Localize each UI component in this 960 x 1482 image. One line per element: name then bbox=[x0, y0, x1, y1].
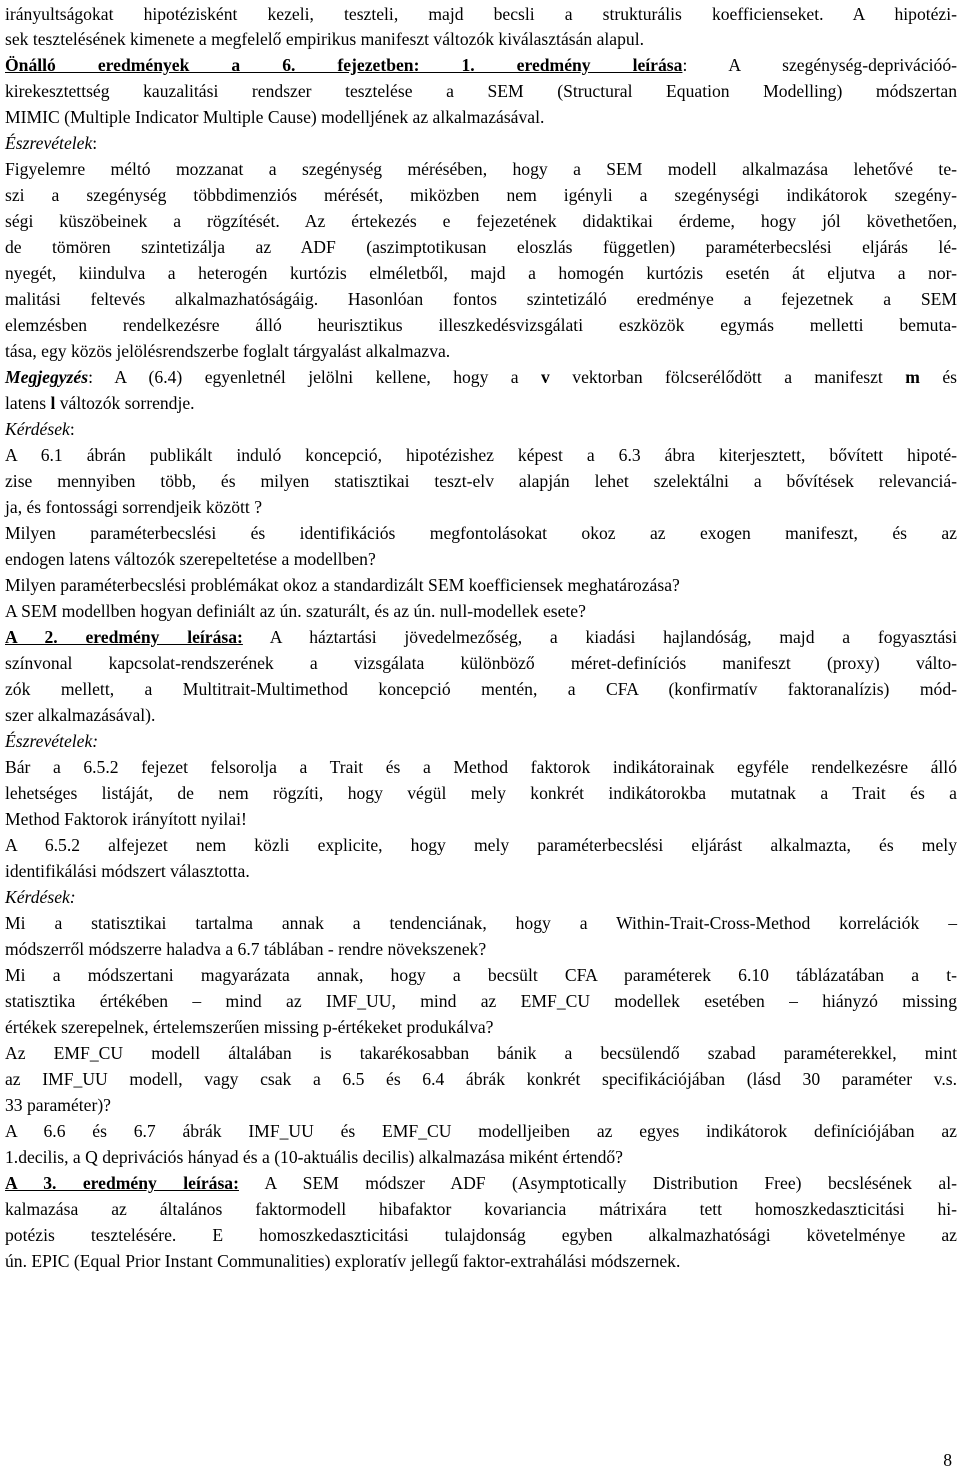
result-1-question-line-1: A 6.1 ábrán publikált induló koncepció, hipotézishez képest a 6.3 ábra kiterjesztett, bővített hipoté- bbox=[5, 445, 957, 465]
result-1-question-line-7: A SEM modellben hogyan definiált az ún. szaturált, és az ún. null-modellek esete? bbox=[5, 601, 586, 621]
result-2-text-start: A háztartási jövedelmezőség, a kiadási hajlandóság, majd a fogyasztási bbox=[242, 627, 958, 647]
result-2-line-4: szer alkalmazásával). bbox=[5, 705, 156, 725]
result-2-observations-heading: Észrevételek: bbox=[5, 731, 99, 751]
result-1-line-3: MIMIC (Multiple Indicator Multiple Cause) modelljének az alkalmazásával. bbox=[5, 107, 545, 127]
result-3-heading-line bbox=[5, 1171, 957, 1195]
result-2-question-line-8: 33 paraméter)? bbox=[5, 1095, 111, 1115]
note-text-4: latens bbox=[5, 393, 51, 413]
result-1-observation-line-3: ségi küszöbeinek a rögzítését. Az értekezés e fejezetének didaktikai érdeme, hogy jól követhetően, bbox=[5, 211, 957, 231]
result-2-questions-heading: Kérdések: bbox=[5, 887, 76, 907]
result-1-line-2: kirekesztettség kauzalitási rendszer tesztelése a SEM (Structural Equation Modelling) módszertan bbox=[5, 81, 957, 101]
result-1-observation-line-5: nyegét, kiindulva a heterogén kurtózis elméletből, majd a homogén kurtózis esetén át eljutva a nor- bbox=[5, 263, 957, 283]
result-1-heading: Önálló eredmények a 6. fejezetben: 1. eredmény leírása bbox=[5, 55, 683, 75]
result-3-heading: A 3. eredmény leírása: bbox=[5, 1173, 239, 1193]
result-2-observation-line-4: A 6.5.2 alfejezet nem közli explicite, hogy mely paraméterbecslési eljárást alkalmazta, és mely bbox=[5, 835, 957, 855]
note-label: Megjegyzés bbox=[5, 367, 89, 387]
result-2-heading: A 2. eredmény leírása: bbox=[5, 627, 243, 647]
questions-colon: : bbox=[69, 419, 75, 439]
result-1-observations-heading bbox=[5, 131, 957, 155]
note-text-1: : A (6.4) egyenletnél jelölni kellene, hogy a bbox=[88, 367, 542, 387]
result-3-line-3: potézis tesztelésére. E homoszkedaszticitási tulajdonság egyben alkalmazhatósági követelménye az bbox=[5, 1225, 957, 1245]
result-2-question-line-1: Mi a statisztikai tartalma annak a tendenciának, hogy a Within-Trait-Cross-Method korrelációk – bbox=[5, 913, 957, 933]
result-1-heading-line bbox=[5, 53, 957, 77]
note-vector-m: m bbox=[905, 367, 920, 387]
note-text-5: változók sorrendje. bbox=[55, 393, 195, 413]
result-1-observation-line-2: szi a szegénység többdimenziós mérését, miközben nem igényli a szegénységi indikátorok szegény- bbox=[5, 185, 957, 205]
note-text-2: vektorban fölcserélődött a manifeszt bbox=[549, 367, 906, 387]
result-2-question-line-5: értékek szerepelnek, értelemszerűen missing p-értékeket produkálva? bbox=[5, 1017, 494, 1037]
note-vector-l: l bbox=[50, 393, 56, 413]
intro-line-2: sek tesztelésének kimenete a megfelelő empirikus manifeszt változók kiválasztásán alapul. bbox=[5, 29, 644, 49]
result-2-question-line-2: módszerről módszerre haladva a 6.7 táblában - rendre növekszenek? bbox=[5, 939, 487, 959]
result-2-observation-line-5: identifikálási módszert választotta. bbox=[5, 861, 250, 881]
result-2-question-line-9: A 6.6 és 6.7 ábrák IMF_UU és EMF_CU modelljeiben az egyes indikátorok definíciójában az bbox=[5, 1121, 957, 1141]
result-1-question-line-4: Milyen paraméterbecslési és identifikációs megfontolásokat okoz az exogen manifeszt, és az bbox=[5, 523, 957, 543]
intro-line-1: irányultságokat hipotézisként kezeli, teszteli, majd becsli a strukturális koefficienseket. A hipotézi- bbox=[5, 4, 957, 24]
result-1-note-line-1 bbox=[5, 365, 957, 389]
result-2-question-line-6: Az EMF_CU modell általában is takarékosabban bánik a becsülendő szabad paraméterekkel, mint bbox=[5, 1043, 957, 1063]
result-2-question-line-7: az IMF_UU modell, vagy csak a 6.5 és 6.4 ábrák konkrét specifikációjában (lásd 30 paraméter v.s. bbox=[5, 1069, 957, 1089]
result-3-text-start: A SEM módszer ADF (Asymptotically Distribution Free) becslésének al- bbox=[238, 1173, 957, 1193]
page-number: 8 bbox=[943, 1450, 952, 1470]
note-vector-v: v bbox=[541, 367, 550, 387]
result-1-question-line-3: ja, és fontossági sorrendjeik között ? bbox=[5, 497, 262, 517]
result-1-observation-line-6: malitási feltevés alkalmazhatóságáig. Hasonlóan fontos szintetizáló eredménye a fejezetnek a SEM bbox=[5, 289, 957, 309]
result-1-question-line-2: zise mennyiben több, és milyen statisztikai teszt-elv alapján lehet szelektálni a bővítések relevanciá- bbox=[5, 471, 957, 491]
result-2-observation-line-2: lehetséges listáját, de nem rögzíti, hogy végül mely konkrét indikátorokba mutatnak a Trait és a bbox=[5, 783, 957, 803]
result-1-text-start: : A szegénység-deprivációó- bbox=[682, 55, 957, 75]
result-2-observation-line-3: Method Faktorok irányított nyilai! bbox=[5, 809, 247, 829]
result-2-question-line-3: Mi a módszertani magyarázata annak, hogy a becsült CFA paraméterek 6.10 táblázatában a t- bbox=[5, 965, 957, 985]
note-text-3: és bbox=[919, 367, 957, 387]
result-3-line-4: ún. EPIC (Equal Prior Instant Communalities) exploratív jellegű faktor-extrahálási módszernek. bbox=[5, 1251, 681, 1271]
observations-colon: : bbox=[92, 133, 98, 153]
result-2-observation-line-1: Bár a 6.5.2 fejezet felsorolja a Trait és a Method faktorok indikátorainak egyféle rendelkezésre álló bbox=[5, 757, 957, 777]
result-3-line-2: kalmazása az általános faktormodell hibafaktor kovariancia mátrixára tett homoszkedaszticitási hi- bbox=[5, 1199, 957, 1219]
result-1-question-line-6: Milyen paraméterbecslési problémákat okoz a standardizált SEM koefficiensek meghatározása? bbox=[5, 575, 680, 595]
result-1-note-line-2 bbox=[5, 391, 957, 415]
result-2-heading-line bbox=[5, 625, 957, 649]
observations-label: Észrevételek bbox=[5, 133, 93, 153]
result-2-line-2: színvonal kapcsolat-rendszerének a vizsgálata különböző méret-definíciós manifeszt (proxy) válto- bbox=[5, 653, 957, 673]
result-1-questions-heading bbox=[5, 417, 957, 441]
result-2-question-line-4: statisztika értékében – mind az IMF_UU, mind az EMF_CU modellek esetében – hiányzó missing bbox=[5, 991, 957, 1011]
questions-label: Kérdések bbox=[5, 419, 70, 439]
result-1-observation-line-7: elemzésben rendelkezésre álló heurisztikus illeszkedésvizsgálati eszközök egymás melletti bemuta- bbox=[5, 315, 957, 335]
result-2-line-3: zók mellett, a Multitrait-Multimethod koncepció mentén, a CFA (konfirmatív faktoranalízis) mód- bbox=[5, 679, 957, 699]
result-1-observation-line-8: tása, egy közös jelölésrendszerbe foglalt tárgyalást alkalmazva. bbox=[5, 341, 451, 361]
result-1-observation-line-4: de tömören szintetizálja az ADF (aszimptotikusan eloszlás független) paraméterbecslési eljárás lé- bbox=[5, 237, 957, 257]
result-1-question-line-5: endogen latens változók szerepeltetése a modellben? bbox=[5, 549, 376, 569]
result-2-question-line-10: 1.decilis, a Q deprivációs hányad és a (10-aktuális decilis) alkalmazása miként értendő? bbox=[5, 1147, 623, 1167]
result-1-observation-line-1: Figyelemre méltó mozzanat a szegénység mérésében, hogy a SEM modell alkalmazása lehetővé te- bbox=[5, 159, 957, 179]
